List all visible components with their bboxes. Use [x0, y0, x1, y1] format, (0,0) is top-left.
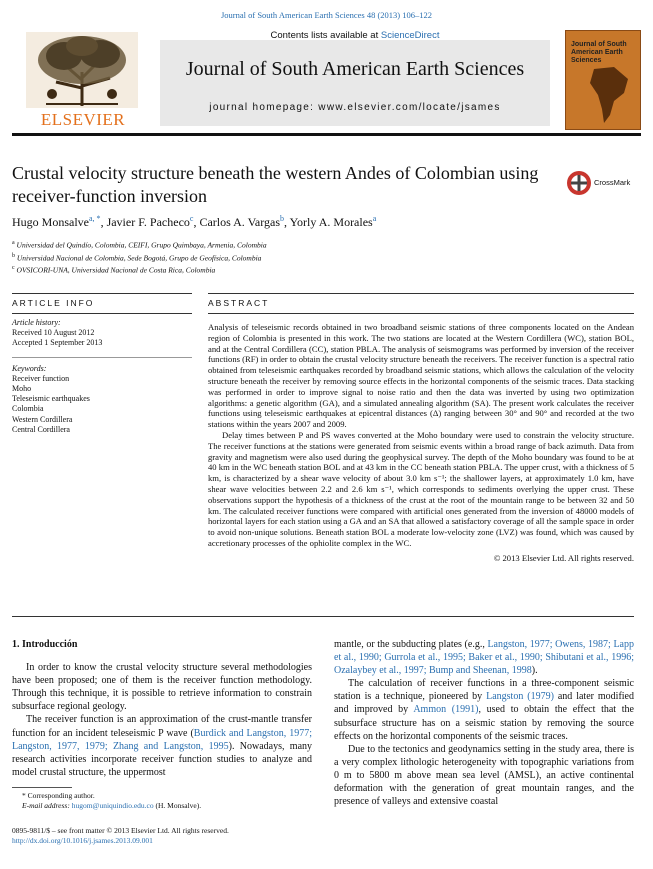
- keywords-divider: [12, 357, 192, 358]
- email-suffix: (H. Monsalve).: [153, 801, 202, 810]
- article-info-rule-top: [12, 293, 192, 294]
- abstract-body: [208, 322, 634, 564]
- journal-homepage-link[interactable]: journal homepage: www.elsevier.com/locate/jsames: [209, 102, 501, 113]
- abstract-bottom-rule: [12, 616, 634, 617]
- affiliations: [12, 238, 632, 276]
- reference-link[interactable]: Burdick and Langston, 1977; Langston, 1977, 1979; Zhang and Langston, 1995: [12, 727, 312, 752]
- accepted-date: Accepted 1 September 2013: [12, 338, 103, 348]
- affiliation: [12, 238, 632, 251]
- article-info-heading: ARTICLE INFO: [12, 298, 95, 308]
- text-run: , used to obtain the effect that the subsurface structure has on a seismic station by removing the source effects on the horizontal components of the seismic traces.: [334, 704, 634, 742]
- abstract-rule: [208, 313, 634, 314]
- journal-citation[interactable]: Journal of South American Earth Sciences 48 (2013) 106–122: [220, 10, 433, 20]
- affiliation-text: Universidad Nacional de Colombia, Sede Bogotá, Grupo de Geofísica, Colombia: [16, 253, 262, 262]
- affiliation: [12, 263, 632, 276]
- footnote-rule: [12, 787, 72, 788]
- author-name[interactable]: Javier F. Pacheco: [106, 215, 190, 229]
- article-title: Crustal velocity structure beneath the western Andes of Colombian using receiver-function inversion: [12, 163, 539, 206]
- section-heading: 1. Introducción: [12, 639, 78, 650]
- affiliation: [12, 251, 632, 264]
- affiliation-text: Universidad del Quindío, Colombia, CEIFI, Grupo Quimbaya, Armenia, Colombia: [16, 240, 267, 250]
- article-info-rule: [12, 313, 192, 314]
- text-run: mantle, or the subducting plates (e.g.,: [334, 639, 488, 650]
- doi-link[interactable]: http://dx.doi.org/10.1016/j.jsames.2013.09.001: [12, 836, 153, 845]
- email-label: E-mail address:: [22, 801, 72, 810]
- elsevier-logo[interactable]: [12, 30, 154, 130]
- received-date: Received 10 August 2012: [12, 328, 95, 338]
- author-list: Hugo Monsalve$^{a, *}$, Javier F. Pacheco$^c$, Carlos A. Vargas$^b$, Yorly A. Morales$^a$: [12, 214, 377, 229]
- keyword: Colombia: [12, 404, 44, 414]
- contents-line: [160, 30, 550, 41]
- author-name[interactable]: Yorly A. Morales: [289, 215, 373, 229]
- publisher-name: ELSEVIER: [40, 110, 126, 129]
- reference-link[interactable]: Langston (1979): [486, 691, 554, 703]
- keyword: Western Cordillera: [12, 414, 73, 424]
- affiliation-text: OVSICORI-UNA, Universidad Nacional de Costa Rica, Colombia: [16, 265, 216, 275]
- text-run: The calculation of receiver functions in a three-component seismic station is a technique, pioneered by: [334, 678, 634, 703]
- abstract-heading: ABSTRACT: [208, 298, 270, 308]
- journal-masthead: [12, 30, 641, 130]
- south-america-map-icon: [584, 65, 632, 125]
- email-link[interactable]: hugom@uniquindio.edu.co: [71, 801, 154, 810]
- corresponding-author: * Corresponding author.: [22, 791, 95, 800]
- author-affil-marker[interactable]: c: [189, 214, 194, 223]
- issn-line: 0895-9811/$ – see front matter © 2013 Elsevier Ltd. All rights reserved.: [12, 826, 229, 835]
- text-run: The receiver function is an approximation of the crust-mantle transfer function for an incident teleseismic P wave (: [12, 714, 312, 739]
- copyright-notice: © 2013 Elsevier Ltd. All rights reserved.: [493, 552, 634, 563]
- text-run: ).: [531, 665, 538, 677]
- footnote: [12, 791, 312, 811]
- crossmark-label: CrossMark: [594, 178, 631, 187]
- author-affil-marker[interactable]: a: [372, 214, 377, 223]
- body-paragraph: [334, 638, 634, 677]
- body-paragraph: Due to the tectonics and geodynamics setting in the study area, there is a very complex lithologic heterogeneity with topographic variations from 0 m to 5800 m above mean sea level (AMSL), an active continental deformation with the generation of great mountain ranges, and the presence of valleys and extensive coastal: [334, 743, 634, 808]
- body-paragraph: In order to know the crustal velocity structure several methodologies have been proposed; one of them is the receiver function methodology. Through this technique, it is possible to retrieve information to constrain subsurface regional geology.: [12, 662, 312, 713]
- cover-title: Journal of South American Earth Sciences: [571, 41, 627, 64]
- keyword: Teleseismic earthquakes: [12, 394, 90, 404]
- sciencedirect-link[interactable]: ScienceDirect: [380, 30, 440, 41]
- text-run: and later modified and improved by: [334, 691, 634, 716]
- history-label: Article history:: [12, 318, 61, 327]
- body-left-column: [12, 638, 312, 779]
- masthead-band: [160, 40, 550, 126]
- journal-name: Journal of South American Earth Sciences: [185, 58, 525, 80]
- author-affil-marker[interactable]: a, *: [89, 214, 101, 223]
- article-info: [12, 318, 192, 435]
- contents-prefix: Contents lists available at: [270, 30, 381, 41]
- email-line: [12, 801, 312, 811]
- keywords-label: Keywords:: [12, 363, 47, 373]
- body-right-column: [334, 638, 634, 808]
- author-name[interactable]: Hugo Monsalve: [12, 215, 89, 229]
- journal-cover-thumbnail[interactable]: [565, 30, 641, 130]
- abstract-paragraph: Delay times between P and PS waves converted at the Moho boundary were used to constrain the velocity structure. The receiver functions at the stations were generated from seismic events within a broad range of back azimuth. Data from gravity and magnetism were also used during the geophysical survey. The depth of the Moho boundary was found to be at 40 km in the WC beneath station BOL and at 43 km in the CC beneath station PBLA. The upper crust, with a thickness of 5 km, is characterized by a shear wave velocity of about 3.0 km s⁻¹; the shallower layers, at approximately 1.0 km, have shear wave velocities between 2.2 and 2.6 km s⁻¹, which corresponds to sediments overlying the upper crust. These observations support the hypothesis of a thickness of the crust at the root of the mountain range to be between 32 and 50 km. The calculated receiver functions were compared with artificial ones generated from the inversion of 48000 models of horizontal layers for each station using a GA and an SA that allowed a satisfactory coverage of all the sample space in order to avoid non-unique solutions. Beneath station BOL a moderate low-velocity zone (LVZ) was found, which was caused by accretionary processes of the ophiolite complex in the WC.: [208, 429, 634, 548]
- elsevier-tree-icon: [26, 32, 138, 108]
- crossmark-badge[interactable]: [566, 170, 646, 200]
- affiliation-marker: c: [12, 265, 15, 271]
- reference-link[interactable]: Langston, 1977; Owens, 1987; Lapp et al., 1990; Gurrola et al., 1995; Baker et al., 1990; Shibutani et al., 1996; Ozalaybey et al., 1997; Bump and Sheenan, 1998: [334, 639, 634, 677]
- body-paragraph: [334, 677, 634, 742]
- masthead-rule: [12, 133, 641, 136]
- body-paragraph: [12, 713, 312, 778]
- keyword: Central Cordillera: [12, 424, 70, 434]
- keyword: Moho: [12, 384, 32, 394]
- page-footer: [12, 826, 332, 846]
- keyword: Receiver function: [12, 373, 70, 383]
- author-affil-marker[interactable]: b: [280, 214, 285, 223]
- abstract-rule-top: [208, 293, 634, 294]
- text-run: ). Nowadays, many research activities incorporate receiver function studies to analyze and model crustal structure, the uppermost: [12, 740, 313, 778]
- affiliation-marker: b: [12, 252, 15, 259]
- affiliation-marker: a: [12, 240, 15, 246]
- author-name[interactable]: Carlos A. Vargas: [199, 215, 281, 229]
- reference-link[interactable]: Ammon (1991): [413, 704, 479, 716]
- abstract-paragraph: Analysis of teleseismic records obtained in two broadband seismic stations of three components located on the Andean region of Colombia is presented in this work. The two stations are located at the Western Cordillera (WC), station BOL, and at the Central Cordillera (CC), station PBLA. The analysis of seismograms was performed by inversion of the receiver functions (RF) in order to obtain the crustal velocity structure beneath the receivers. The receiver function is a spectral ratio obtained from teleseismic earthquakes recorded by broadband seismic stations, which allows the calculation of the velocity structure beneath the receiver by removing source effects in the horizontal components of the seismic traces. Data stacking was performed in order to improve signal to noise ratio and then the data was inverted by using two optimization algorithms: a genetic algorithm (GA), and a simulated annealing algorithm (SA). The present work calculates the receiver functions using teleseismic earthquakes at epicentral distances (Δ) ranging between 30° and 90° and recorded at the two stations within the years 2007 and 2009.: [208, 322, 634, 430]
- crossmark-icon: [566, 170, 592, 196]
